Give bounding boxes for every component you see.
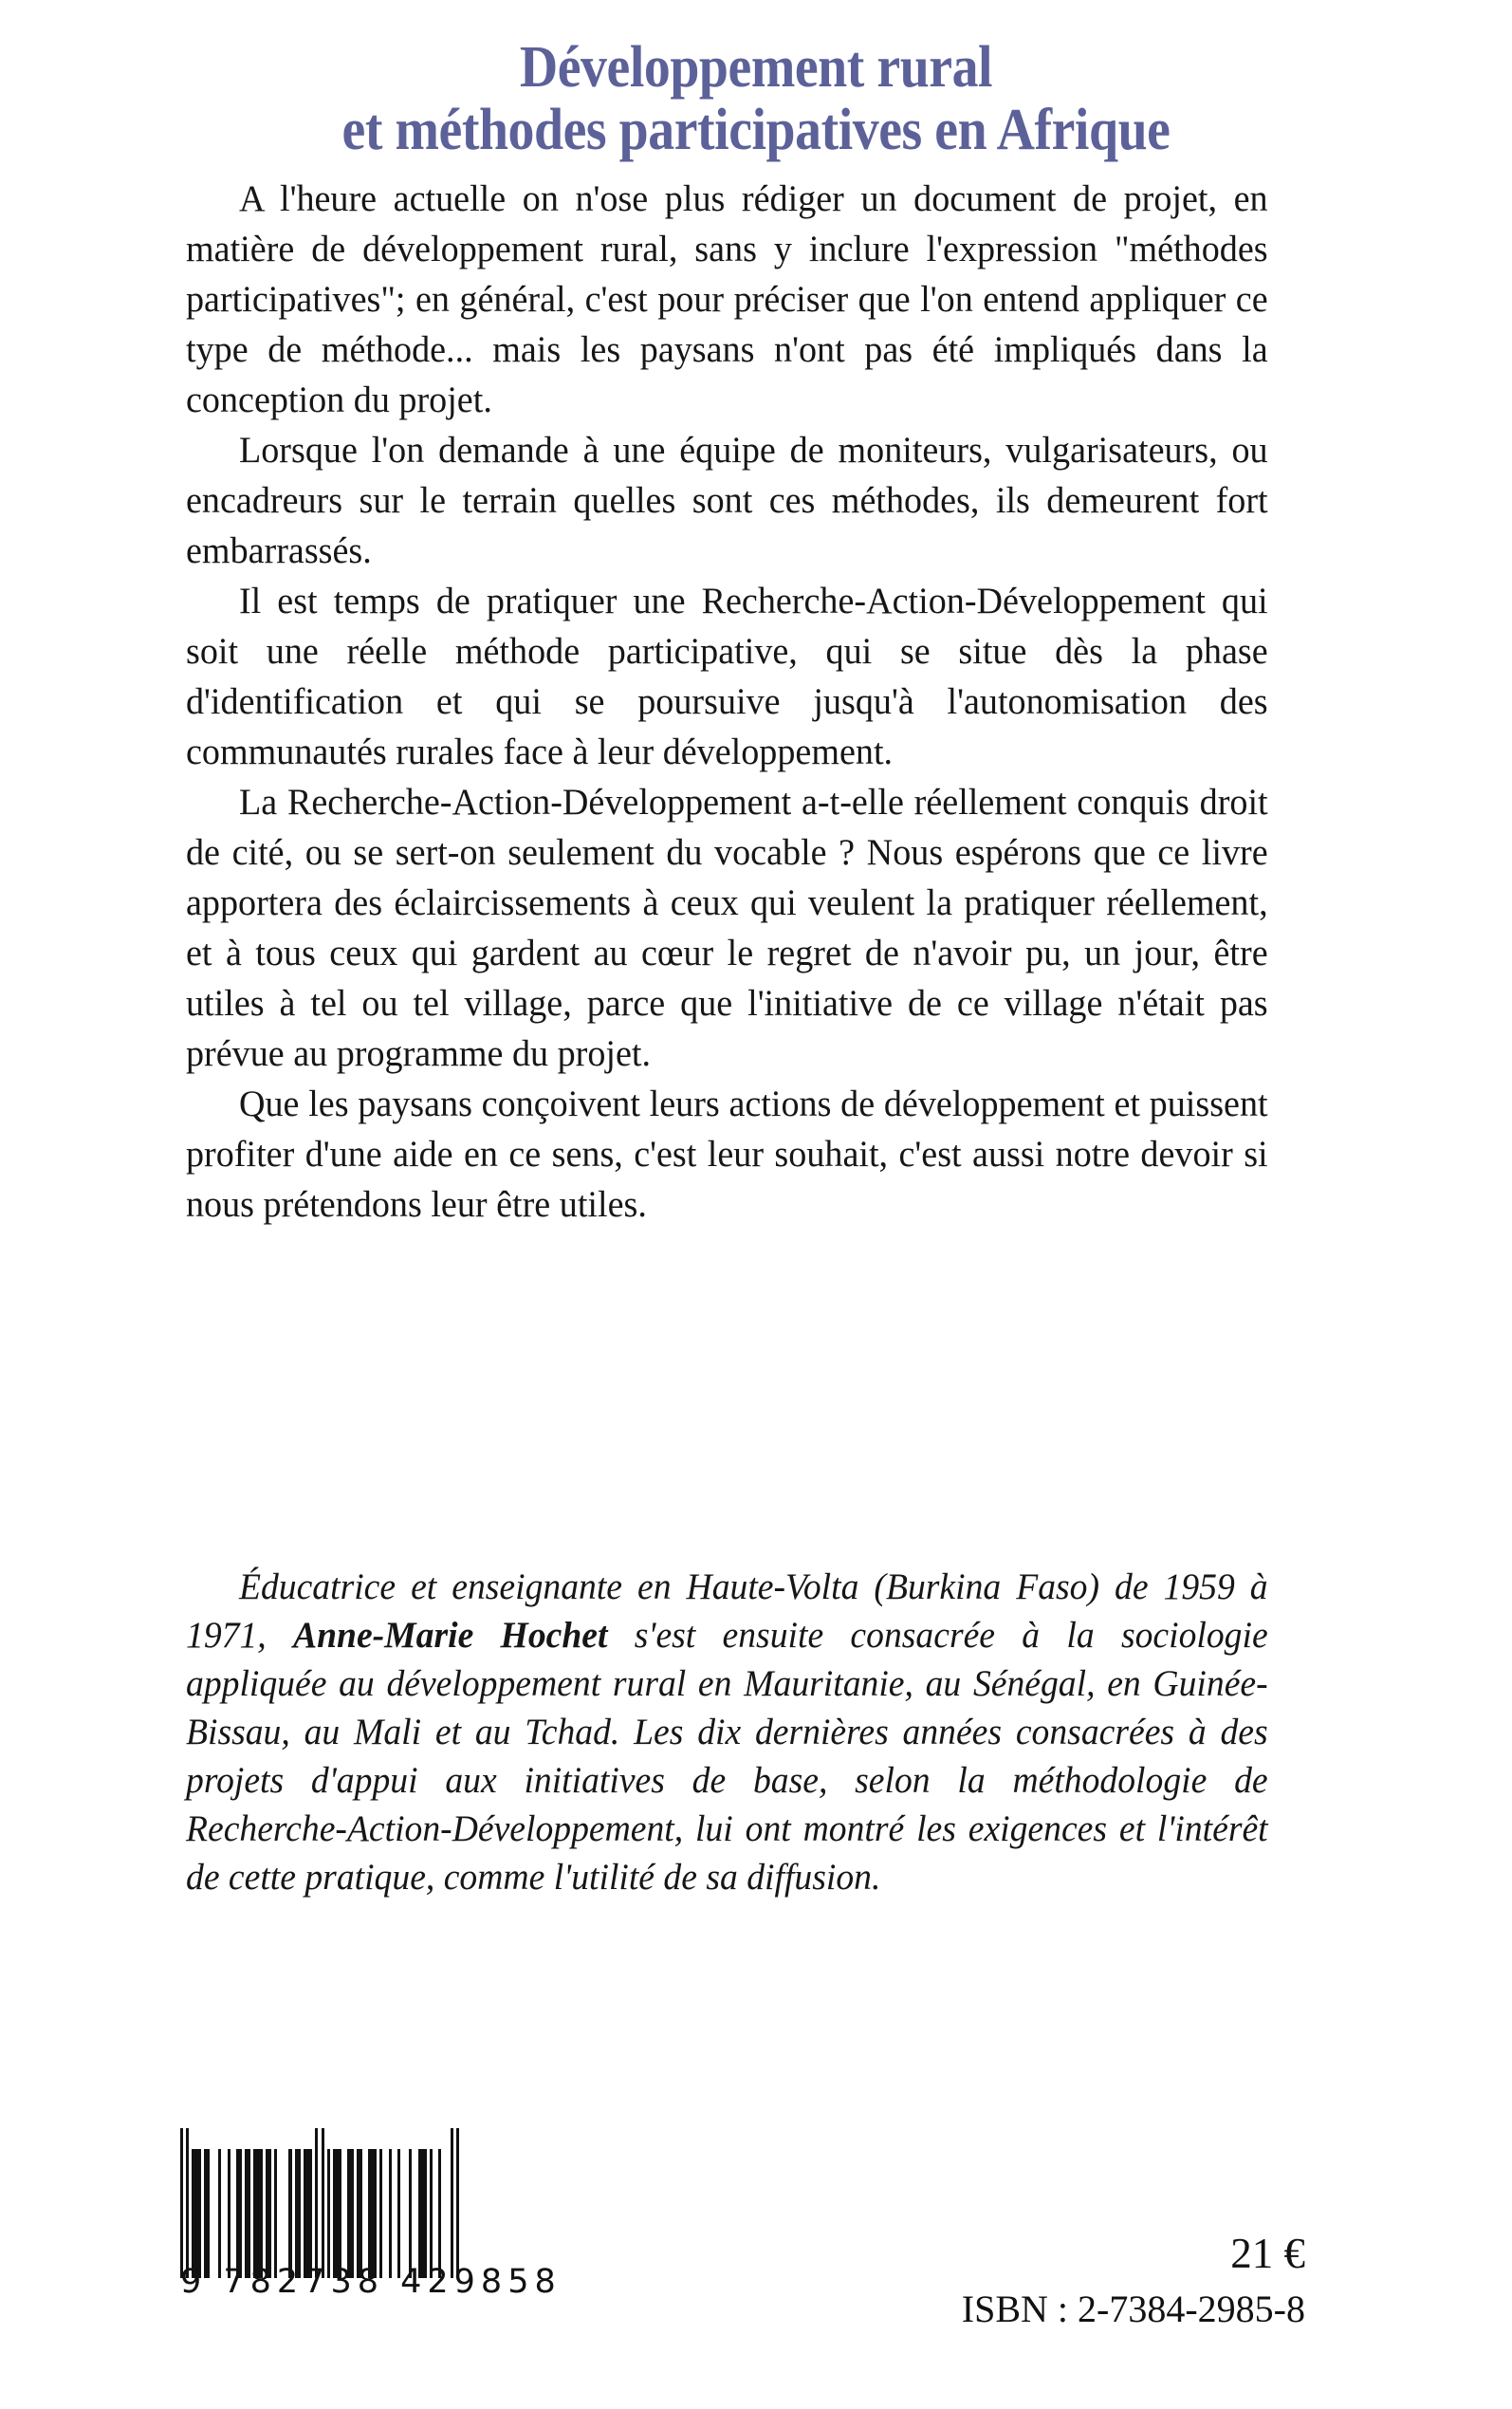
title-line-1: Développement rural bbox=[519, 35, 993, 100]
bio-text-after-author: s'est ensuite consacrée à la sociologie appliquée au développement rural en Mauritanie, au Sénégal, en Guinée-Bissau, au Mali et au Tchad. Les dix dernières années consacrées à des projets d'appui aux initiatives de base, selon la méthodologie de Recherche-Action-Développement, lui ont montré les exigences et l'intérêt de cette pratique, comme l'utilité de sa diffusion. bbox=[186, 1615, 1268, 1898]
blurb-paragraph: Il est temps de pratiquer une Recherche-Action-Développement qui soit une réelle méthode participative, qui se situe dès la phase d'identification et qui se poursuive jusqu'à l'autonomisation des communautés rurales face à leur développement. bbox=[186, 580, 1268, 772]
blurb-paragraph: La Recherche-Action-Développement a-t-elle réellement conquis droit de cité, ou se sert-on seulement du vocable ? Nous espérons que ce livre apportera des éclaircissements à ceux qui veulent la pratiquer réellement, et à tous ceux qui gardent au cœur le regret de n'avoir pu, un jour, être utiles à tel ou tel village, parce que l'initiative de ce village n'était pas prévue au programme du projet. bbox=[186, 781, 1268, 1074]
author-biography-block bbox=[186, 1563, 1307, 1901]
bio-text-before-author: Éducatrice et enseignante en Haute-Volta (Burkina Faso) de 1959 à 1971, bbox=[186, 1566, 1268, 1656]
title-line-2: et méthodes participatives en Afrique bbox=[341, 98, 1171, 162]
ean13-barcode bbox=[180, 2128, 522, 2278]
author-biography bbox=[186, 1563, 1268, 1901]
blurb-paragraph: Lorsque l'on demande à une équipe de moniteurs, vulgarisateurs, ou encadreurs sur le terrain quelles sont ces méthodes, ils demeurent fort embarrassés. bbox=[186, 429, 1268, 571]
author-name: Anne-Marie Hochet bbox=[292, 1615, 608, 1656]
price-isbn-block bbox=[962, 2228, 1305, 2334]
price-label: 21 € bbox=[1230, 2230, 1305, 2277]
barcode-block bbox=[180, 2128, 562, 2301]
blurb-text-block bbox=[186, 174, 1307, 1230]
page-title bbox=[114, 36, 1398, 161]
blurb-paragraph: A l'heure actuelle on n'ose plus rédiger un document de projet, en matière de développement rural, sans y inclure l'expression "méthodes participatives"; en général, c'est pour préciser que l'on entend appliquer ce type de méthode... mais les paysans n'ont pas été impliqués dans la conception du projet. bbox=[186, 177, 1268, 420]
barcode-digits: 9 782738 429858 bbox=[180, 2263, 562, 2301]
blurb-paragraph: Que les paysans conçoivent leurs actions de développement et puissent profiter d'une aide en ce sens, c'est leur souhait, c'est aussi notre devoir si nous prétendons leur être utiles. bbox=[186, 1083, 1268, 1225]
isbn-label: ISBN : 2-7384-2985-8 bbox=[961, 2288, 1305, 2330]
barcode-bar bbox=[456, 2128, 459, 2278]
